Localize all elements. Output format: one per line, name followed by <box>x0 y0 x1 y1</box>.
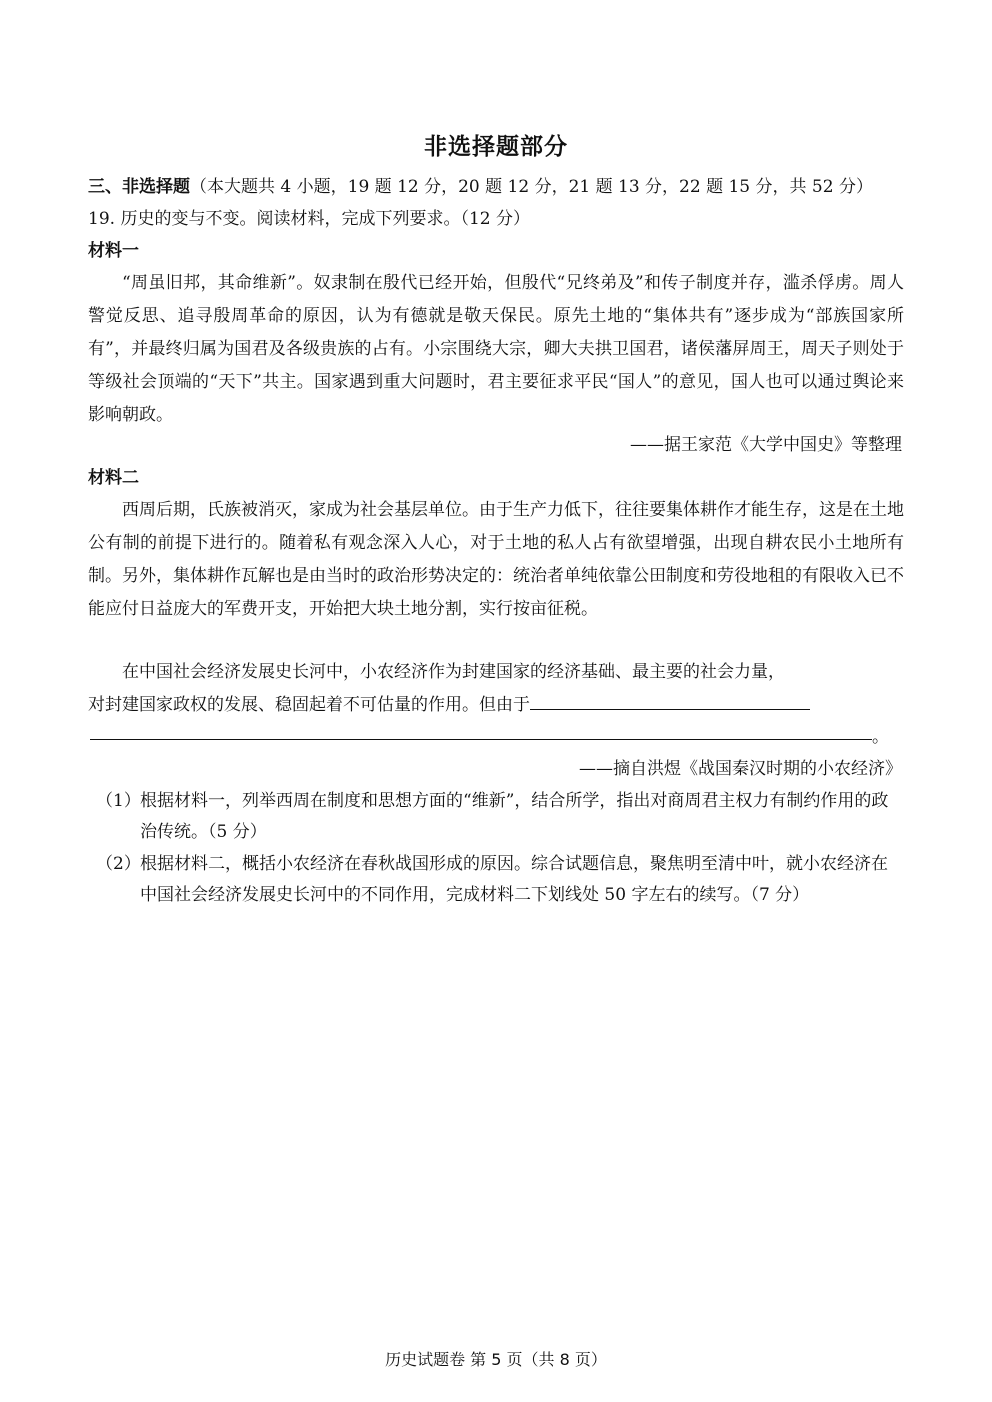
sub-question-2-number: （2） <box>96 854 141 874</box>
blank-end-mark: 。 <box>872 727 889 747</box>
material-1-label: 材料一 <box>88 241 139 261</box>
material-2-para-2-line-2 <box>88 691 904 717</box>
sub-question-1 <box>96 786 904 848</box>
material-1-source: ——据王家范《大学中国史》等整理 <box>630 435 902 455</box>
part-heading <box>88 175 904 199</box>
material-1-text: “周虽旧邦，其命维新”。奴隶制在殷代已经开始，但殷代“兄终弟及”和传子制度并存，滥杀俘虏。周人警觉反思、追寻殷周革命的原因，认为有德就是敬天保民。原先土地的“集体共有”逐步成为“部族国家所有”，并最终归属为国君及各级贵族的占有。小宗围绕大宗，卿大夫拱卫国君，诸侯藩屏周王，周天子则处于等级社会顶端的“天下”共主。国家遇到重大问题时，君主要征求平民“国人”的意见，国人也可以通过舆论来影响朝政。 <box>88 273 904 425</box>
question-19-stem: 19. 历史的变与不变。阅读材料，完成下列要求。（12 分） <box>88 209 530 229</box>
answer-blank-2[interactable] <box>90 739 872 740</box>
material-2-para-2-line-1: 在中国社会经济发展史长河中，小农经济作为封建国家的经济基础、最主要的社会力量， <box>122 662 785 682</box>
sub-question-1-text: 根据材料一，列举西周在制度和思想方面的“维新”，结合所学，指出对商周君主权力有制约作用的政治传统。（5 分） <box>140 791 889 842</box>
answer-blank-1[interactable] <box>530 691 810 710</box>
material-2-para-1: 西周后期，氏族被消灭，家成为社会基层单位。由于生产力低下，往往要集体耕作才能生存，这是在土地公有制的前提下进行的。随着私有观念深入人心，对于土地的私人占有欲望增强，出现自耕农民小土地所有制。另外，集体耕作瓦解也是由当时的政治形势决定的：统治者单纯依靠公田制度和劳役地租的有限收入已不能应付日益庞大的军费开支，开始把大块土地分割，实行按亩征税。 <box>88 500 904 619</box>
section-title: 非选择题部分 <box>424 134 568 160</box>
sub-question-2-text: 根据材料二，概括小农经济在春秋战国形成的原因。综合试题信息，聚焦明至清中叶，就小农经济在中国社会经济发展史长河中的不同作用，完成材料二下划线处 50 字左右的续写。（7 分） <box>140 854 888 905</box>
part-heading-rest: （本大题共 4 小题，19 题 12 分，20 题 12 分，21 题 13 分，22 题 15 分，共 52 分） <box>190 177 873 197</box>
material-2-para-2-text: 对封建国家政权的发展、稳固起着不可估量的作用。但由于 <box>88 695 530 715</box>
sub-question-1-number: （1） <box>96 791 141 811</box>
material-2-source: ——摘自洪煜《战国秦汉时期的小农经济》 <box>579 759 902 779</box>
sub-question-2 <box>96 849 904 911</box>
material-2-label: 材料二 <box>88 468 139 488</box>
part-heading-bold: 三、非选择题 <box>88 177 190 197</box>
page-footer: 历史试题卷 第 5 页（共 8 页） <box>385 1350 607 1369</box>
